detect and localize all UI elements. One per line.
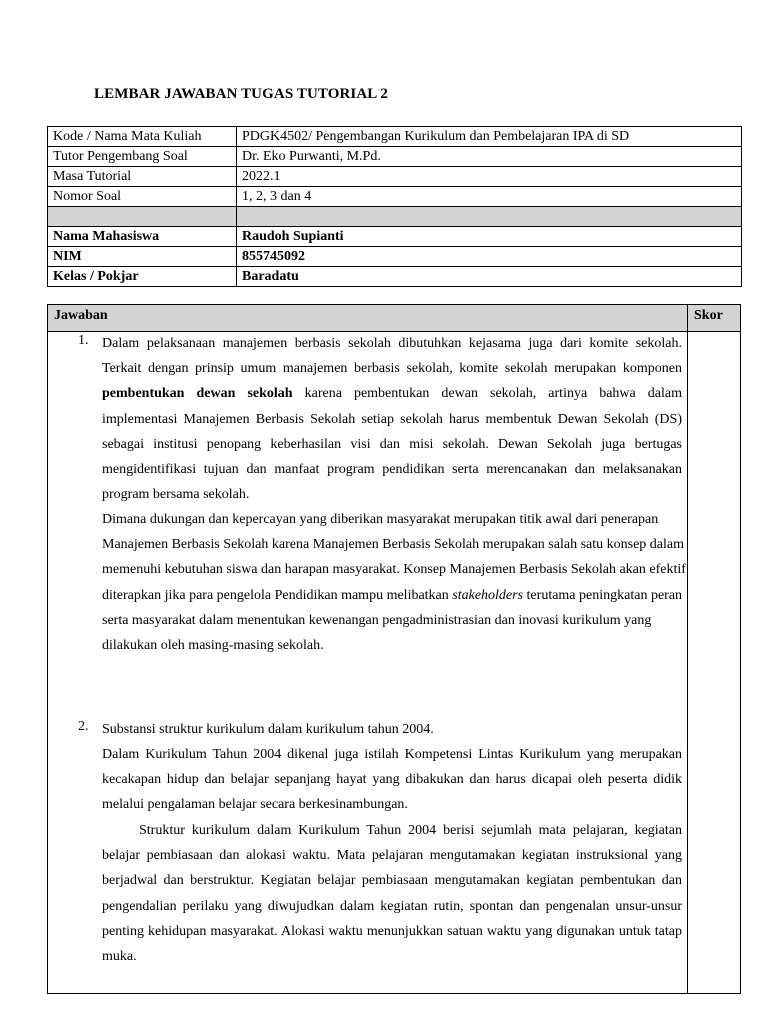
document-title: LEMBAR JAWABAN TUGAS TUTORIAL 2 bbox=[94, 86, 389, 102]
info-row bbox=[48, 267, 742, 287]
info-label bbox=[48, 207, 237, 227]
score-column-header: Skor bbox=[694, 308, 723, 323]
info-row bbox=[48, 187, 742, 207]
bold-text-run: pembentukan dewan sekolah bbox=[102, 386, 293, 402]
answer-number: 2. bbox=[78, 719, 89, 734]
info-label: NIM bbox=[48, 247, 237, 267]
info-value: PDGK4502/ Pengembangan Kurikulum dan Pembelajaran IPA di SD bbox=[237, 127, 742, 147]
info-label: Tutor Pengembang Soal bbox=[48, 147, 237, 167]
info-value: Raudoh Supianti bbox=[237, 227, 742, 247]
info-value: 2022.1 bbox=[237, 167, 742, 187]
info-row bbox=[48, 147, 742, 167]
italic-text-run: stakeholders bbox=[452, 587, 524, 603]
answer-number: 1. bbox=[78, 333, 89, 348]
answer-2-paragraph-2: Struktur kurikulum dalam Kurikulum Tahun 2004 berisi sejumlah mata pelajaran, kegiatan belajar pembiasaan dan alokasi waktu. Mata pelajaran mengutamakan kegiatan instruksional yang berjadwal dan berstruktur. Kegiatan belajar pembiasaan mengutamakan kegiatan pembentukan dan pengendalian perilaku yang diwujudkan dalam kegiatan rutin, spontan dan pengenalan unsur-unsur penting kehidupan masyarakat. Alokasi waktu menunjukkan satuan waktu yang digunakan untuk tatap muka. bbox=[102, 823, 682, 965]
text-run: Dalam pelaksanaan manajemen berbasis sekolah dibutuhkan kejasama juga dari komite sekolah. Terkait dengan prinsip umum manajemen berbasis sekolah, komite sekolah merupakan komponen bbox=[102, 336, 682, 377]
answer-column-header: Jawaban bbox=[54, 308, 108, 323]
info-label: Kelas / Pokjar bbox=[48, 267, 237, 287]
answer-table-header bbox=[48, 305, 740, 332]
answer-table bbox=[47, 304, 741, 994]
info-value: Baradatu bbox=[237, 267, 742, 287]
info-label: Nomor Soal bbox=[48, 187, 237, 207]
info-row-separator bbox=[48, 207, 742, 227]
info-label: Masa Tutorial bbox=[48, 167, 237, 187]
info-row bbox=[48, 127, 742, 147]
info-row bbox=[48, 247, 742, 267]
text-run: terutama peningkatan peran serta masyarakat dalam menentukan kewenangan pengadministrasian dan inovasi kurikulum yang dilakukan oleh masing-masing sekolah. bbox=[102, 587, 683, 654]
text-run: karena pembentukan dewan sekolah, artinya bahwa dalam implementasi Manajemen Berbasis Sekolah setiap sekolah harus membentuk Dewan Sekolah (DS) sebagai institusi penopang keberhasilan visi dan misi sekolah. Dewan Sekolah juga bertugas mengidentifikasi tujuan dan manfaat program pendidikan serta merencanakan dan melaksanakan program bersama sekolah. bbox=[102, 386, 682, 503]
answer-2-paragraph-1: Dalam Kurikulum Tahun 2004 dikenal juga istilah Kompetensi Lintas Kurikulum yang merupakan kecakapan hidup dan belajar sepanjang hayat yang dibakukan dan harus dicapai oleh peserta didik melalui pengalaman belajar secara berkesinambungan. bbox=[102, 747, 682, 813]
student-info-table bbox=[47, 126, 742, 287]
info-label: Kode / Nama Mata Kuliah bbox=[48, 127, 237, 147]
text-run: Dimana dukungan dan kepercayan yang diberikan masyarakat merupakan titik awal dari penerapan Manajemen Berbasis Sekolah karena Manajemen Berbasis Sekolah merupakan salah satu konsep dalam memenuhi kebutuhan siswa dan harapan masyarakat. Konsep Manajemen Berbasis Sekolah akan efektif diterapkan jika para pengelola Pendidikan mampu melibatkan bbox=[102, 512, 686, 603]
answer-1-paragraph-1 bbox=[102, 331, 682, 507]
info-label: Nama Mahasiswa bbox=[48, 227, 237, 247]
info-value: 855745092 bbox=[237, 247, 742, 267]
info-row bbox=[48, 227, 742, 247]
info-row bbox=[48, 167, 742, 187]
answer-2-heading: Substansi struktur kurikulum dalam kurikulum tahun 2004. bbox=[102, 722, 434, 737]
info-value: 1, 2, 3 dan 4 bbox=[237, 187, 742, 207]
info-value bbox=[237, 207, 742, 227]
info-value: Dr. Eko Purwanti, M.Pd. bbox=[237, 147, 742, 167]
answer-1-paragraph-2 bbox=[102, 507, 692, 658]
